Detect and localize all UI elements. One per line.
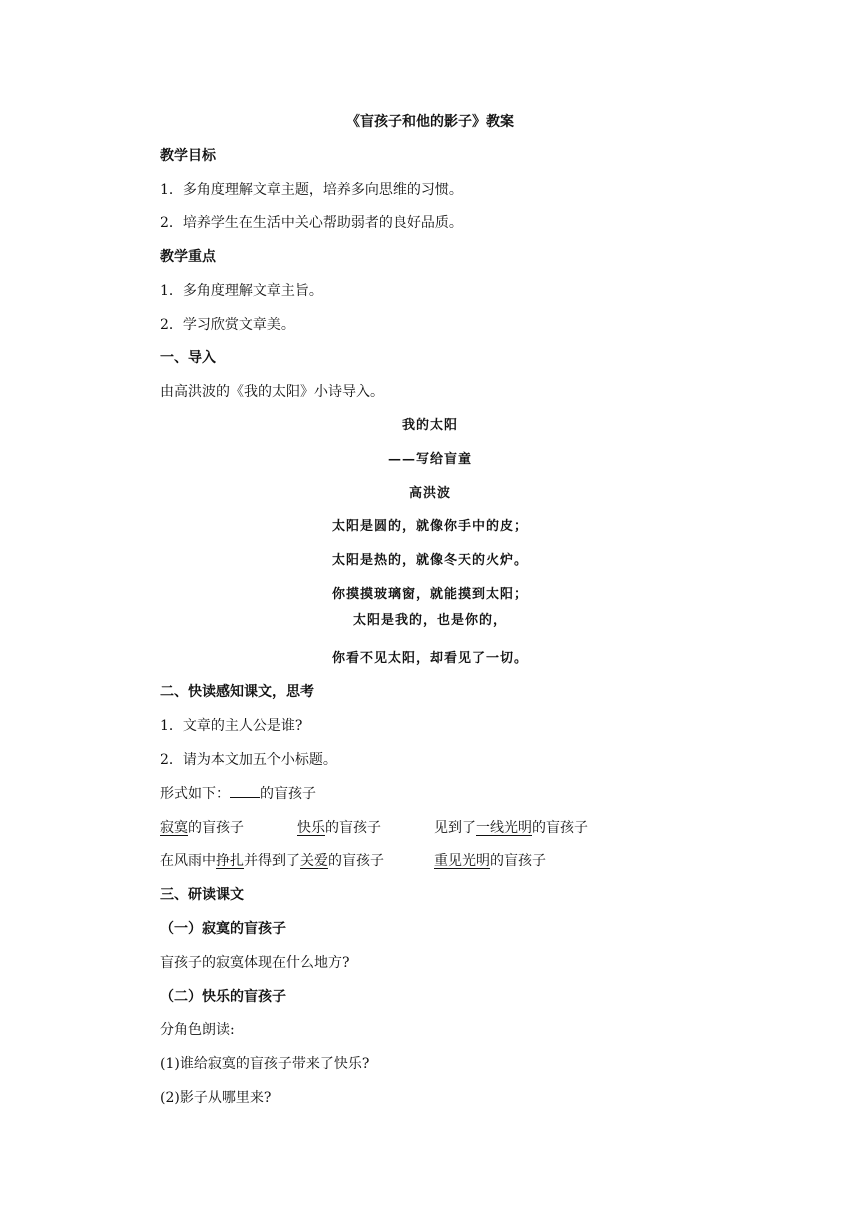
poem-subtitle: ——写给盲童	[387, 452, 472, 467]
section3-heading: 三、研读课文	[160, 887, 244, 903]
subtitle-3-prefix: 见到了	[434, 820, 476, 836]
poem-line-1: 太阳是圆的，就像你手中的皮；	[331, 519, 528, 534]
focus-heading: 教学重点	[160, 249, 216, 265]
section2-question-2: 2．请为本文加五个小标题。	[160, 752, 337, 768]
page-title: 《盲孩子和他的影子》教案	[346, 114, 514, 130]
poem-line-5: 你看不见太阳，却看见了一切。	[331, 651, 528, 666]
poem-title: 我的太阳	[401, 418, 458, 433]
section3-sub-1-question: 盲孩子的寂寞体现在什么地方?	[160, 955, 350, 971]
poem-line-2: 太阳是热的，就像冬天的火炉。	[331, 553, 528, 568]
section3-sub-2: （二）快乐的盲孩子	[160, 989, 286, 1005]
subtitle-4-keyword-2: 关爱	[300, 853, 328, 869]
poem-line-4: 太阳是我的，也是你的，	[352, 613, 507, 628]
subtitle-1-rest: 的盲孩子	[188, 820, 244, 836]
focus-item-2: 2．学习欣赏文章美。	[160, 317, 295, 333]
subtitle-4-prefix: 在风雨中	[160, 853, 216, 869]
section3-sub-2-question-1: (1)谁给寂寞的盲孩子带来了快乐?	[160, 1056, 370, 1072]
subtitle-2-rest: 的盲孩子	[325, 820, 381, 836]
section3-sub-2-question-2: (2)影子从哪里来?	[160, 1090, 272, 1106]
subtitle-1-keyword: 寂寞	[160, 820, 188, 836]
goals-heading: 教学目标	[160, 148, 216, 164]
form-example	[160, 785, 316, 803]
subtitle-3-rest: 的盲孩子	[532, 820, 588, 836]
subtitle-1	[160, 819, 244, 837]
form-prefix: 形式如下：	[160, 786, 230, 802]
section3-sub-1: （一）寂寞的盲孩子	[160, 921, 286, 937]
subtitle-4-rest: 的盲孩子	[328, 853, 384, 869]
section2-question-1: 1．文章的主人公是谁?	[160, 718, 303, 734]
form-suffix: 的盲孩子	[260, 786, 316, 802]
subtitle-4-keyword-1: 挣扎	[216, 853, 244, 869]
subtitle-5-keyword: 重见光明	[434, 853, 490, 869]
subtitle-4-middle: 并得到了	[244, 853, 300, 869]
poem-line-3: 你摸摸玻璃窗，就能摸到太阳；	[331, 587, 528, 602]
subtitle-3-keyword: 一线光明	[476, 820, 532, 836]
fill-blank	[230, 785, 260, 798]
subtitle-2	[297, 819, 381, 837]
goal-item-2: 2．培养学生在生活中关心帮助弱者的良好品质。	[160, 215, 463, 231]
goal-item-1: 1．多角度理解文章主题，培养多向思维的习惯。	[160, 182, 463, 198]
subtitle-4	[160, 852, 384, 870]
section2-heading: 二、快读感知课文，思考	[160, 684, 314, 700]
intro-text: 由高洪波的《我的太阳》小诗导入。	[160, 384, 384, 400]
subtitle-5	[434, 852, 546, 870]
focus-item-1: 1．多角度理解文章主旨。	[160, 283, 323, 299]
subtitle-3	[434, 819, 588, 837]
intro-heading: 一、导入	[160, 350, 216, 366]
subtitle-2-keyword: 快乐	[297, 820, 325, 836]
poem-author: 高洪波	[408, 486, 451, 501]
section3-sub-2-intro: 分角色朗读:	[160, 1022, 235, 1038]
subtitle-5-rest: 的盲孩子	[490, 853, 546, 869]
